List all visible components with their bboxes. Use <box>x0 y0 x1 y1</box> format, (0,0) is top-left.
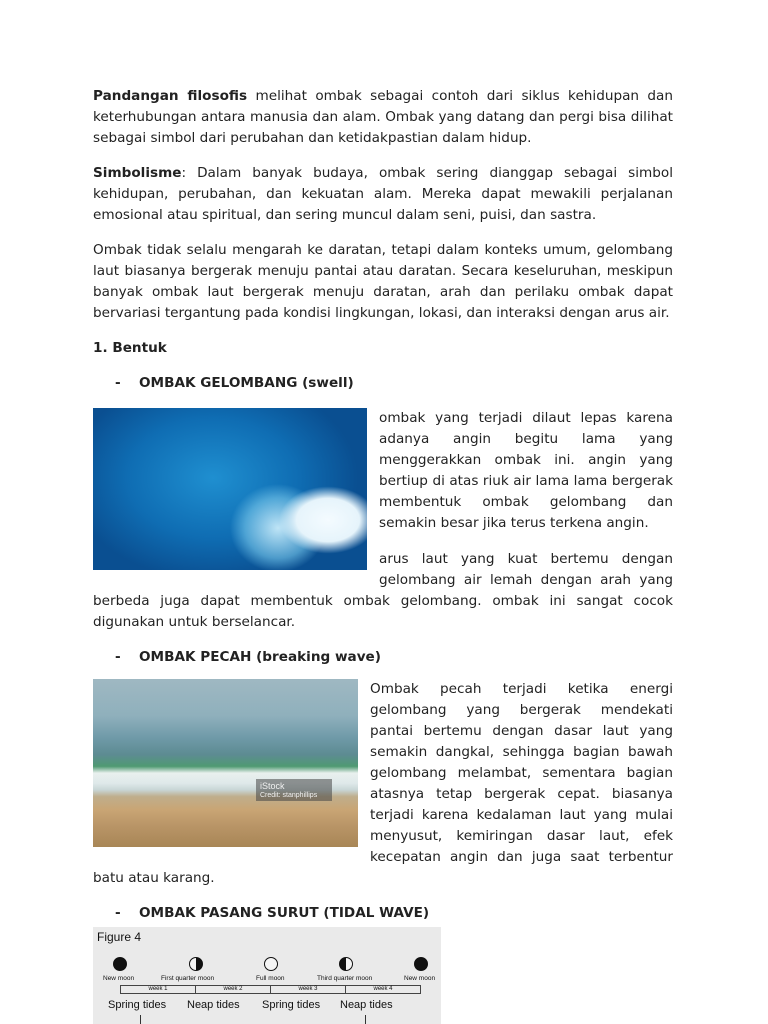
breaking-wave-image <box>93 679 358 847</box>
tide-label: Neap tides <box>187 999 240 1011</box>
week-bar: week 4 <box>345 985 421 994</box>
watermark-credit: Credit: stanphillips <box>260 792 318 799</box>
tide-marker <box>365 1015 366 1024</box>
breaking-section <box>93 679 673 889</box>
paragraph-philosophy <box>93 86 673 149</box>
week-bar: week 1 <box>120 985 196 994</box>
tidal-title: OMBAK PASANG SURUT (TIDAL WAVE) <box>139 905 430 921</box>
paragraph-direction: Ombak tidak selalu mengarah ke daratan, tetapi dalam konteks umum, gelombang laut biasanya bergerak menuju pantai atau daratan. Secara keseluruhan, meskipun banyak ombak laut bergerak menuju daratan, arah dan perilaku ombak dapat bervariasi tergantung pada kondisi lingkungan, lokasi, dan interaksi dengan arus air. <box>93 242 673 321</box>
figure-title: Figure 4 <box>97 930 142 944</box>
watermark-brand: iStock <box>260 781 285 791</box>
bullet-dash: - <box>115 375 121 391</box>
third-quarter-moon-icon <box>339 957 353 971</box>
philosophy-term: Pandangan filosofis <box>93 88 248 104</box>
full-moon-icon <box>264 957 278 971</box>
document-body <box>93 86 673 938</box>
breaking-text: Ombak pecah terjadi ketika energi gelombang yang bergerak mendekati pantai bertemu dengan dasar laut yang semakin dangkal, sehingga bagian bawah gelombang melambat, sementara bagian atasnya tetap bergerak cepat. biasanya terjadi karena kedalaman laut yang mulai menyusut, kemiringan dasar laut, efek kecepatan angin dan juga saat terbentur batu atau karang. <box>93 681 673 886</box>
breaking-title: OMBAK PECAH (breaking wave) <box>139 649 381 665</box>
tide-label: Spring tides <box>262 999 321 1011</box>
bullet-breaking <box>93 647 673 668</box>
bullet-swell <box>93 373 673 394</box>
moon-label: Third quarter moon <box>317 975 373 982</box>
week-bar: week 2 <box>195 985 271 994</box>
stock-watermark <box>256 779 332 801</box>
new-moon-icon <box>113 957 127 971</box>
tide-label: Spring tides <box>108 999 167 1011</box>
symbolism-text: : Dalam banyak budaya, ombak sering dianggap sebagai simbol kehidupan, perubahan, dan kekuatan alam. Mereka dapat mewakili perjalanan emosional atau spiritual, dan sering muncul dalam seni, puisi, dan sastra. <box>93 165 673 223</box>
swell-text-2: arus laut yang kuat bertemu dengan gelombang air lemah dengan arah yang berbeda juga dapat membentuk ombak gelombang. ombak ini sangat cocok digunakan untuk berselancar. <box>93 551 673 630</box>
swell-text-1: ombak yang terjadi dilaut lepas karena adanya angin begitu lama yang menggerakkan ombak ini. angin yang bertiup di atas riuk air lama lama bergerak membentuk ombak gelombang dan semakin besar jika terus terkena angin. <box>379 410 673 531</box>
tide-label: Neap tides <box>340 999 393 1011</box>
bullet-tidal <box>93 903 673 924</box>
week-bar: week 3 <box>270 985 346 994</box>
moon-label: Full moon <box>256 975 285 982</box>
tide-marker <box>140 1015 141 1024</box>
swell-section <box>93 408 673 633</box>
moon-label: New moon <box>103 975 135 982</box>
moon-label: First quarter moon <box>161 975 215 982</box>
swell-wave-image <box>93 408 367 570</box>
tidal-figure <box>93 927 441 1024</box>
bullet-dash: - <box>115 905 121 921</box>
bullet-dash: - <box>115 649 121 665</box>
first-quarter-moon-icon <box>189 957 203 971</box>
moon-label: New moon <box>404 975 436 982</box>
symbolism-term: Simbolisme <box>93 165 182 181</box>
swell-title: OMBAK GELOMBANG (swell) <box>139 375 354 391</box>
philosophy-text: melihat ombak sebagai contoh dari siklus kehidupan dan keterhubungan antara manusia dan alam. Ombak yang datang dan pergi bisa dilihat sebagai simbol dari perubahan dan ketidakpastian dalam hidup. <box>93 88 673 146</box>
paragraph-symbolism <box>93 163 673 226</box>
section-heading: 1. Bentuk <box>93 340 167 356</box>
new-moon-icon <box>414 957 428 971</box>
